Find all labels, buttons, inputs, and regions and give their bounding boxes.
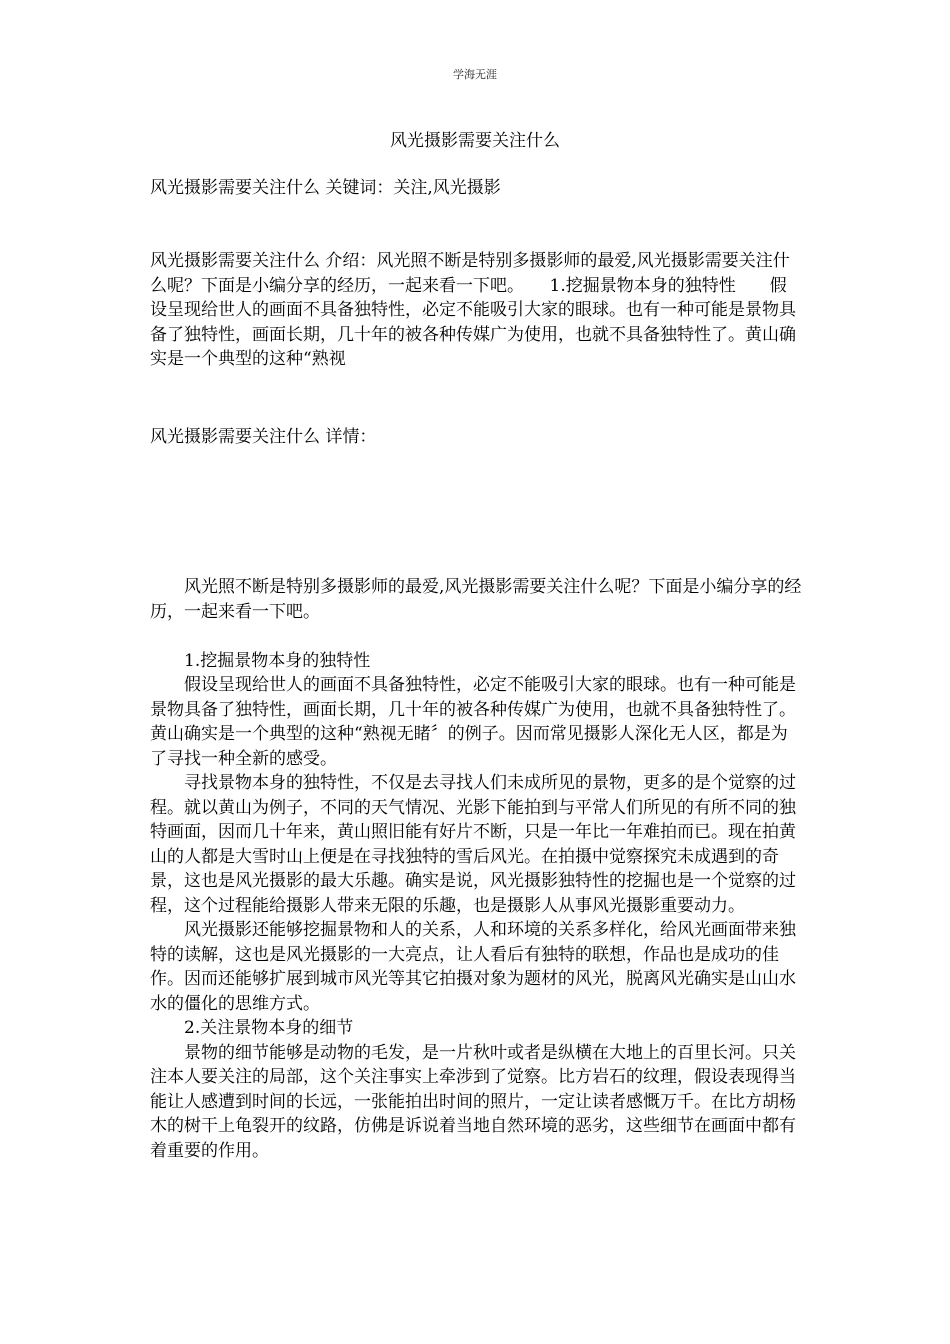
keywords-line: 风光摄影需要关注什么 关键词：关注,风光摄影 bbox=[150, 178, 501, 198]
intro-paragraph: 风光摄影需要关注什么 介绍：风光照不断是特别多摄影师的最爱,风光摄影需要关注什么呢？下面是小编分享的经历，一起来看一下吧。 1.挖掘景物本身的独特性 假设呈现给世人的画面不具备独特性，必定不能吸引大家的眼球。也有一种可能是景物具备了独特性，画面长期，几十年的被各种传媒广为使用，也就不具备独特性了。黄山确实是一个典型的这种“熟视 bbox=[150, 251, 796, 369]
article-paragraph: 风光摄影还能够挖掘景物和人的关系，人和环境的关系多样化，给风光画面带来独特的读解，这也是风光摄影的一大亮点，让人看后有独特的联想，作品也是成功的佳作。因而还能够扩展到城市风光等其它拍摄对象为题材的风光，脱离风光确实是山山水水的僵化的思维方式。 bbox=[150, 920, 796, 1014]
article-paragraph: 假设呈现给世人的画面不具备独特性，必定不能吸引大家的眼球。也有一种可能是景物具备了独特性，画面长期，几十年的被各种传媒广为使用，也就不具备独特性了。黄山确实是一个典型的这种“熟视无睹〞的例子。因而常见摄影人深化无人区，都是为了寻找一种全新的感受。 bbox=[150, 675, 796, 769]
article-paragraph: 寻找景物本身的独特性，不仅是去寻找人们未成所见的景物，更多的是个觉察的过程。就以黄山为例子，不同的天气情况、光影下能拍到与平常人们所见的有所不同的独特画面，因而几十年来，黄山照旧能有好片不断，只是一年比一年难拍而已。现在拍黄山的人都是大雪时山上便是在寻找独特的雪后风光。在拍摄中觉察探究未成遇到的奇景，这也是风光摄影的最大乐趣。确实是说，风光摄影独特性的挖掘也是一个觉察的过程，这个过程能给摄影人带来无限的乐趣，也是摄影人从事风光摄影重要动力。 bbox=[150, 773, 796, 916]
article-paragraph: 景物的细节能够是动物的毛发，是一片秋叶或者是纵横在大地上的百里长河。只关注本人要关注的局部，这个关注事实上牵涉到了觉察。比方岩石的纹理，假设表现得当能让人感遭到时间的长远，一张能拍出时间的照片，一定让读者感慨万千。在比方胡杨木的树干上龟裂开的纹路，仿佛是诉说着当地自然环境的恶劣，这些细节在画面中都有着重要的作用。 bbox=[150, 1042, 796, 1161]
article-body bbox=[150, 575, 802, 1163]
document-title: 风光摄影需要关注什么 bbox=[390, 131, 560, 151]
article-paragraph: 风光照不断是特别多摄影师的最爱,风光摄影需要关注什么呢？下面是小编分享的经历，一起来看一下吧。 bbox=[150, 577, 802, 622]
detail-label: 风光摄影需要关注什么 详情： bbox=[150, 427, 377, 447]
section-heading: 1.挖掘景物本身的独特性 bbox=[184, 650, 371, 671]
page-header: 学海无涯 bbox=[453, 68, 497, 81]
section-heading: 2.关注景物本身的细节 bbox=[184, 1018, 354, 1038]
